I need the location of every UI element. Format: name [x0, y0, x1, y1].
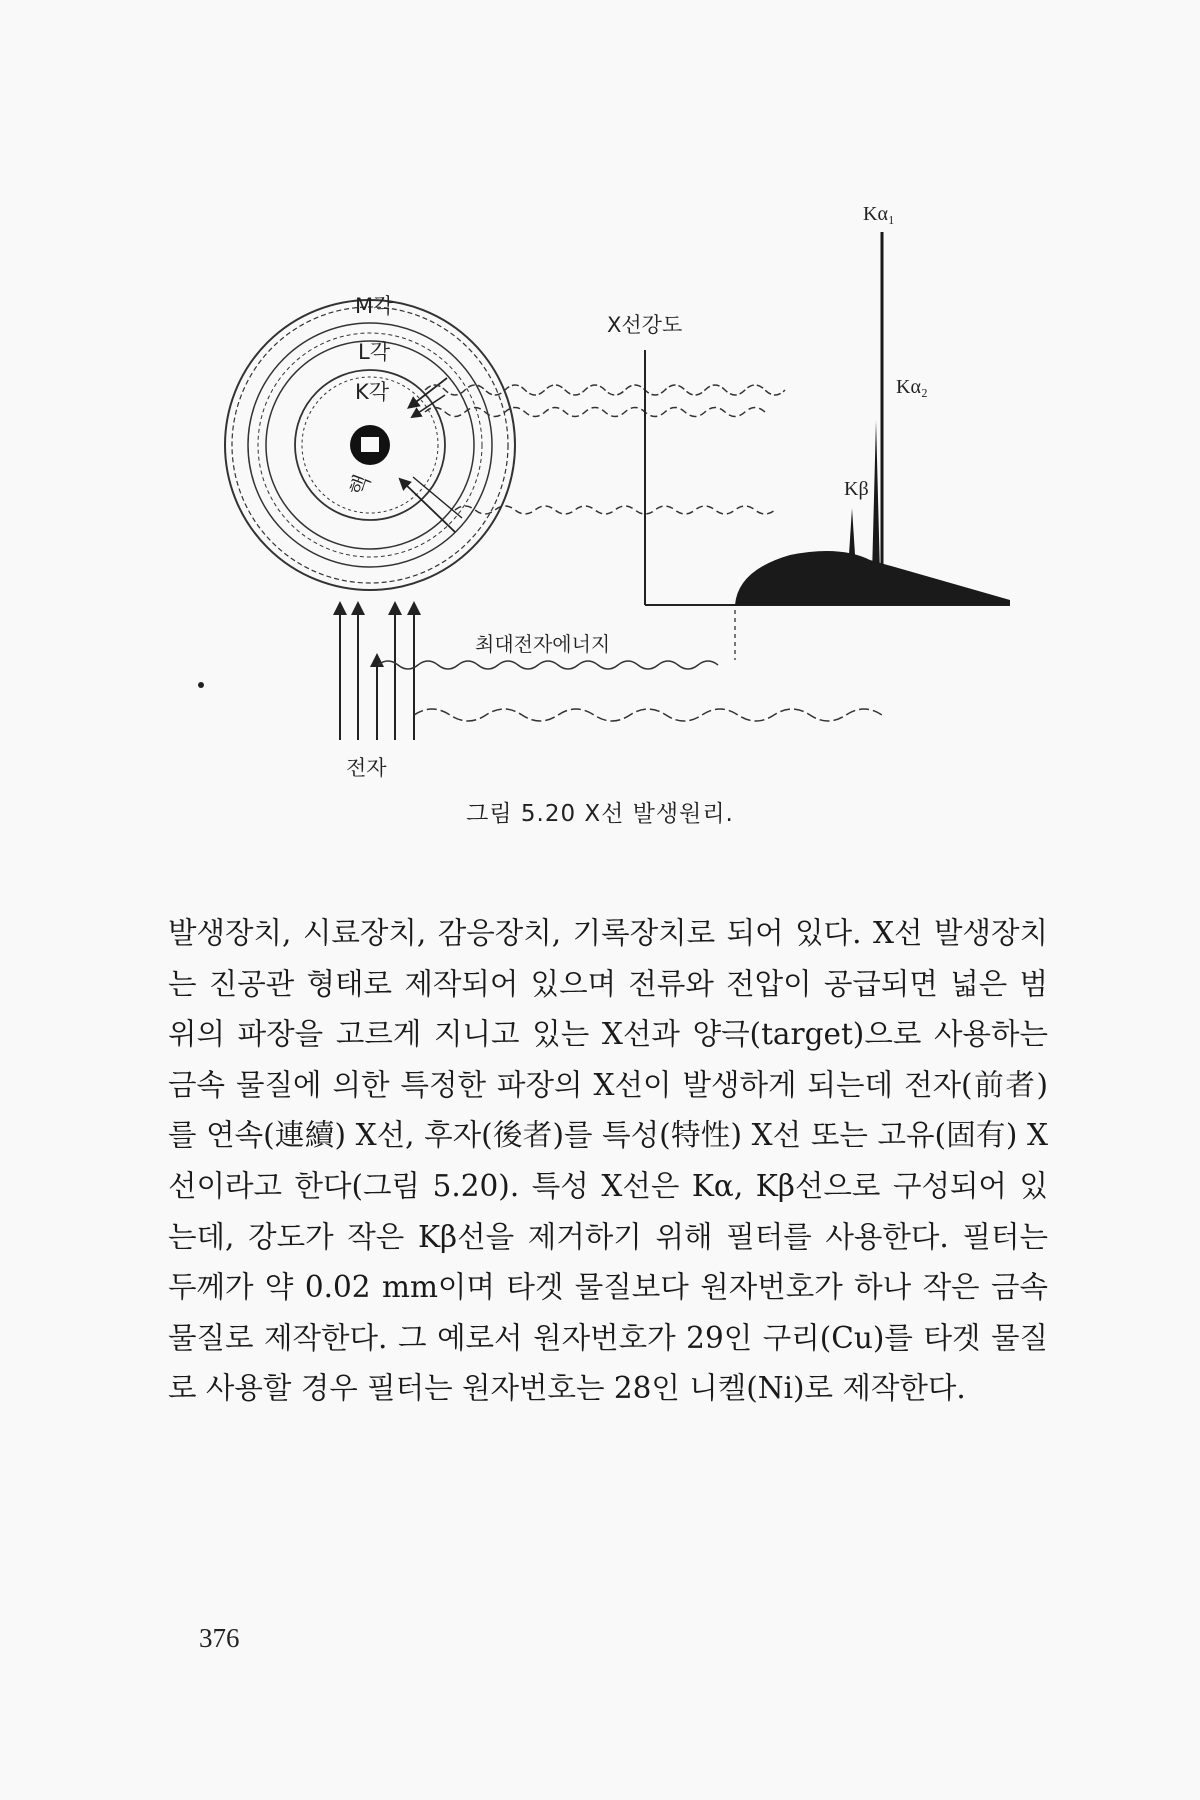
nucleus-core [361, 437, 379, 452]
k-shell-label: K각 [355, 380, 390, 404]
intensity-axis-label: X선강도 [607, 313, 683, 337]
max-electron-energy-label: 최대전자에너지 [475, 632, 611, 656]
continuous-wave [414, 709, 882, 721]
l-shell-label: L각 [358, 340, 390, 364]
xray-diagram [0, 0, 1200, 800]
nucleus-label: 핵 [345, 471, 375, 499]
body-paragraph: 발생장치, 시료장치, 감응장치, 기록장치로 되어 있다. X선 발생장치는 진공관 형태로 제작되어 있으며 전류와 전압이 공급되면 넓은 범위의 파장을 고르게 지니고 있는 X선과 양극(target)으로 사용하는 금속 물질에 의한 특정한 파장의 X선이 발생하게 되는데 전자(前者)를 연속(連續) X선, 후자(後者)를 특성(特性) X선 또는 고유(固有) X선이라고 한다(그림 5.20). 특성 X선은 Kα, Kβ선으로 구성되어 있는데, 강도가 작은 Kβ선을 제거하기 위해 필터를 사용한다. 필터는 두께가 약 0.02 mm이며 타겟 물질보다 원자번호가 하나 작은 금속 물질로 제작한다. 그 예로서 원자번호가 29인 구리(Cu)를 타겟 물질로 사용할 경우 필터는 원자번호는 28인 니켈(Ni)로 제작한다. [168, 916, 1048, 1406]
transition-arrow-1 [412, 378, 447, 405]
k-beta-label: Kβ [844, 478, 869, 500]
max-energy-wave [378, 661, 718, 669]
figure-caption: 그림 5.20 X선 발생원리. [466, 801, 734, 827]
k-beta-peak [848, 508, 856, 570]
electron-label: 전자 [346, 756, 387, 780]
page-number: 376 [199, 1623, 240, 1653]
m-shell-label: M각 [355, 294, 394, 318]
k-alpha2-peak [872, 420, 880, 575]
electron-arrows [340, 608, 414, 740]
bremsstrahlung-waves [378, 661, 882, 721]
k-alpha2-label: Kα₂ [896, 376, 928, 398]
xray-generation-figure [0, 0, 1200, 800]
k-alpha1-label: Kα₁ [863, 203, 895, 225]
emission-waves [425, 385, 785, 514]
k-beta-wave [455, 506, 775, 514]
stray-dot [198, 682, 204, 688]
